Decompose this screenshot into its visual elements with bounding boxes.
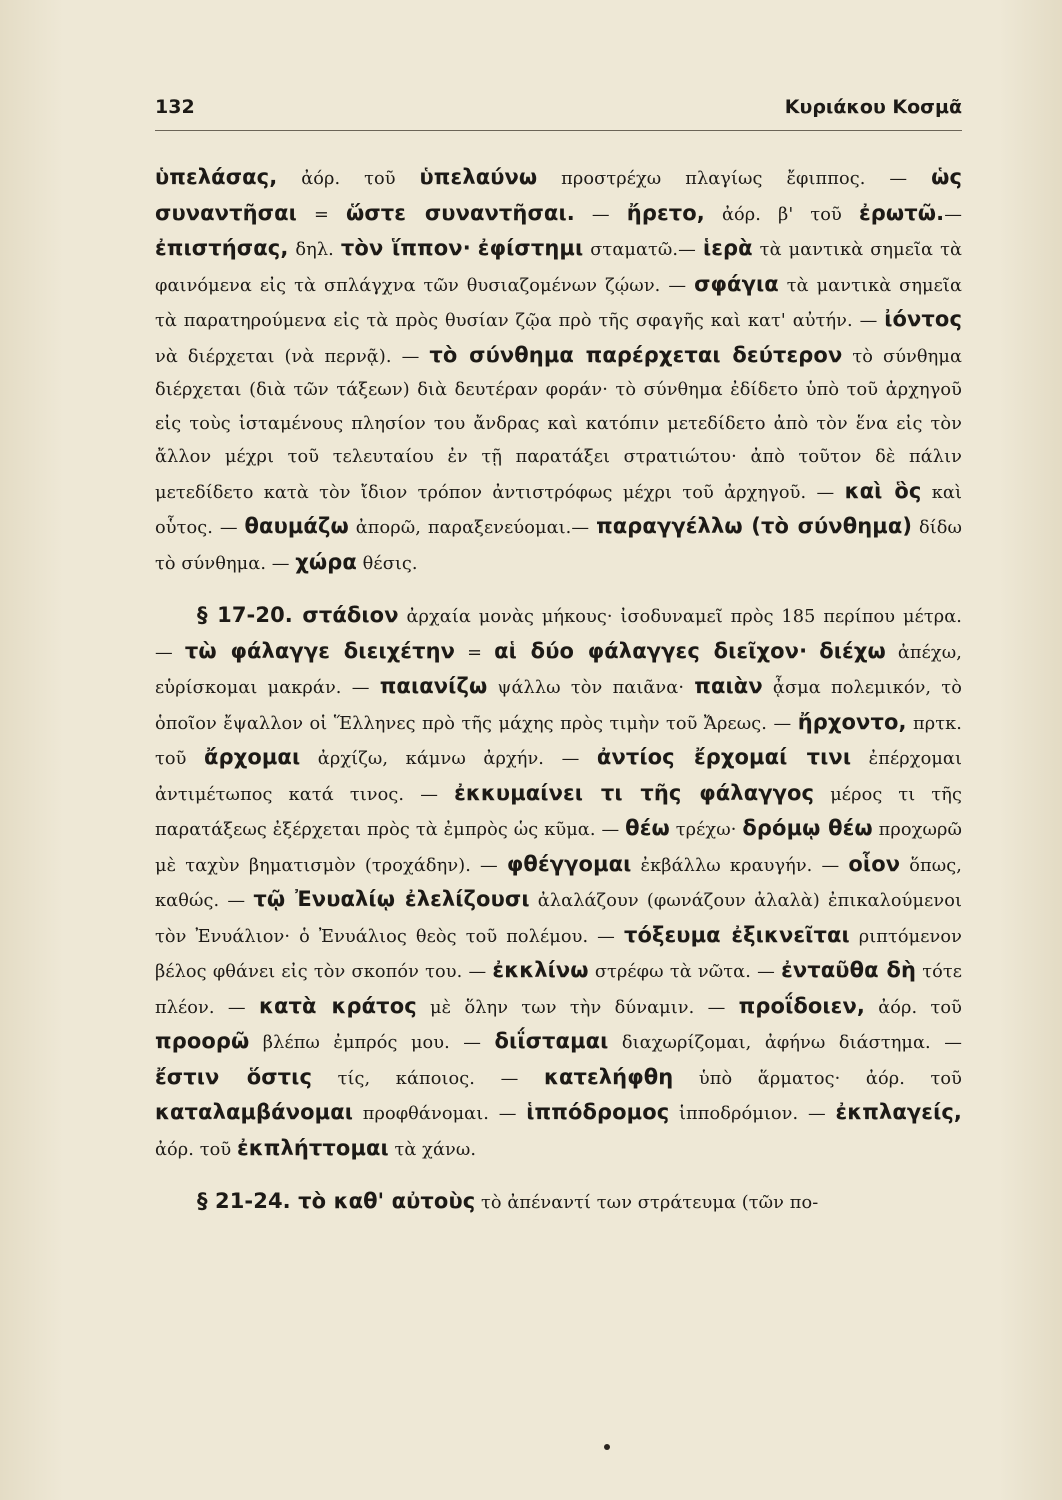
gloss-text: ἱπποδρόμιον. — [669,1104,836,1124]
gloss-text: ὑπὸ ἅρματος· ἀόρ. τοῦ [673,1068,962,1089]
headword: παιανίζω [379,674,488,698]
headword: διΐσταμαι [494,1029,609,1053]
gloss-text: δηλ. [288,240,341,260]
gloss-text [807,643,819,663]
commentary-text [155,161,962,1221]
gloss-text: ἀλαλάζουν (φωνάζουν ἀλαλὰ) ἐπικαλούμενοι τὸν Ἐνυάλιον· ὁ Ἐνυάλιος θεὸς τοῦ πολέμου. — [155,891,962,947]
headword: ἐκκυμαίνει τι τῆς φάλαγγος [454,780,815,805]
gloss-text: πρτκ. τοῦ [155,713,963,769]
headword: κατὰ κράτος [258,993,417,1018]
gloss-text: τὸ ἀπέναντί των στράτευμα (τῶν πο- [475,1193,819,1213]
headword: ἐφίστημι [477,236,584,260]
print-speck [604,1444,610,1450]
headword: ἔστιν ὅστις [155,1064,313,1089]
gloss-text: — [944,204,962,225]
paragraph-section-17-20 [155,599,962,1167]
gloss-text [471,240,478,260]
headword: παιὰν [694,674,763,698]
gloss-text: προφθάνομαι. — [353,1104,527,1124]
headword: ὥστε συναντῆσαι. [345,200,575,225]
headword: χώρα [295,549,357,574]
gloss-text: δίδω τὸ σύνθημα. — [155,518,963,574]
headword: τὸν ἵππον· [340,236,471,260]
gloss-text: = [296,204,346,225]
headword: ἱππόδρομος [526,1100,670,1124]
gloss-text: προστρέχω πλαγίως ἔφιππος. — [537,169,932,189]
headword: προορῶ [155,1029,250,1053]
gloss-text: ἀόρ. τοῦ [155,1139,237,1160]
gloss-text: νὰ διέρχεται (νὰ περνᾷ). — [155,346,430,367]
gloss-text: τὰ μαντικὰ σημεῖα τὰ φαινόμενα εἰς τὰ σπλάγχνα τῶν θυσιαζομένων ζῴων. — [155,240,962,296]
gloss-text: ριπτόμενον βέλος φθάνει εἰς τὸν σκοπόν του. — [155,926,962,982]
gloss-text: διαχωρίζομαι, ἀφήνω διάστημα. — [608,1033,962,1053]
gloss-text: ἀπέχω, εὑρίσκομαι μακράν. — [155,642,962,698]
paragraph-intro [155,161,962,581]
gloss-text: τὰ χάνω. [388,1139,477,1160]
gloss-text: ἐκβάλλω κραυγήν. — [631,855,849,876]
gloss-text: ἀόρ. β' τοῦ [704,204,859,225]
headword: ἱερὰ [702,236,753,260]
gloss-text: ἀόρ. τοῦ [277,169,420,189]
headword: ἐρωτῶ. [858,200,945,225]
header-rule [155,130,962,131]
gloss-text: ψάλλω τὸν παιᾶνα· [487,678,695,698]
headword: ἤρετο, [626,200,705,225]
gloss-text: ἀόρ. τοῦ [864,997,962,1018]
headword: τῷ Ἐνυαλίῳ ἐλελίζουσι [253,887,530,911]
gloss-text: ἀρχίζω, κάμνω ἀρχήν. — [300,749,597,769]
headword: φθέγγομαι [506,851,632,876]
headword: οἷον [848,851,901,876]
headword: θέω [625,816,670,840]
headword: τόξευμα ἐξικνεῖται [623,922,850,947]
paragraph-section-21-24 [155,1185,962,1221]
headword: παραγγέλλω (τὸ σύνθημα) [596,514,913,538]
headword: § 17-20. στάδιον [197,603,399,627]
headword: ἐπιστήσας, [155,236,289,260]
gloss-text: τὸ σύνθημα διέρχεται (διὰ τῶν τάξεων) διὰ δευτέραν φοράν· τὸ σύνθημα ἐδίδετο ὑπὸ τοῦ ἀρχηγοῦ εἰς τοὺς ἱσταμένους πλησίον του ἄνδρας καὶ κατόπιν μετεδίδετο ἀπὸ τὸν ἕνα εἰς τὸν ἄλλον μέχρι τοῦ τελευταίου ἐν τῇ παρατάξει στρατιώτου· ἀπὸ τοῦτον δὲ πάλιν μετεδίδετο κατὰ τὸν ἴδιον τρόπον ἀντιστρόφως μέχρι τοῦ ἀρχηγοῦ. — [155,346,962,503]
gloss-text: ἀρχαία μονὰς μήκους· ἰσοδυναμεῖ πρὸς 185 περίπου μέτρα. — [155,607,962,663]
headword: ἐκπλήττομαι [236,1135,389,1160]
headword: ἐκπλαγείς, [835,1100,963,1124]
headword: ἀντίος ἔρχομαί τινι [596,745,852,769]
gloss-text: μὲ ὅλην των τὴν δύναμιν. — [416,997,739,1018]
gloss-text: ὅπως, καθώς. — [155,855,962,911]
gloss-text: ᾆσμα πολεμικόν, τὸ ὁποῖον ἔψαλλον οἱ Ἕλληνες πρὸ τῆς μάχης πρὸς τιμὴν τοῦ Ἄρεως. — [155,678,962,734]
gloss-text: στρέφω τὰ νῶτα. — [588,962,782,982]
gloss-text: τρέχω· [669,820,743,840]
gloss-text: θέσις. [356,553,418,574]
gloss-text: τότε πλέον. — [155,962,963,1018]
gloss-text: σταματῶ.— [583,240,703,260]
headword: § 21-24. τὸ καθ' αὐτοὺς [197,1189,476,1213]
headword: τὼ φάλαγγε διειχέτην [184,638,456,663]
gloss-text: τίς, κάποιος. — [312,1068,544,1089]
headword: καταλαμβάνομαι [155,1100,353,1124]
headword: ὑπελαύνω [419,165,538,189]
gloss-text: βλέπω ἐμπρός μου. — [249,1033,495,1053]
headword: δρόμῳ θέω [742,816,873,840]
gloss-text: προχωρῶ μὲ ταχὺν βηματισμὸν (τροχάδην). — [155,820,963,876]
headword: ἐκκλίνω [492,958,589,982]
gloss-text: καὶ οὗτος. — [155,482,962,538]
gloss-text: = [455,642,495,663]
gloss-text: τὰ μαντικὰ σημεῖα τὰ παρατηρούμενα εἰς τὰ πρὸς θυσίαν ζῷα πρὸ τῆς σφαγῆς καὶ κατ' αὐτήν. — [155,275,962,331]
headword: ὑπελάσας, [155,165,278,189]
headword: θαυμάζω [244,514,349,538]
headword: τὸ σύνθημα παρέρχεται δεύτερον [429,342,843,367]
headword: καὶ ὃς [844,478,922,503]
headword: προΐδοιεν, [738,993,865,1018]
headword: ὡς συναντῆσαι [155,165,962,225]
headword: σφάγια [694,271,779,296]
headword: κατελήφθη [543,1064,674,1089]
gloss-text: — [574,204,627,225]
headword: διέχω [819,638,886,663]
headword: ἤρχοντο, [797,709,907,734]
page-header [155,96,962,126]
page-number: 132 [155,96,195,118]
gloss-text: ἀπορῶ, παραξενεύομαι.— [348,518,597,538]
headword: ἐνταῦθα δὴ [781,958,917,982]
headword: ἰόντος [884,307,962,331]
headword: αἱ δύο φάλαγγες διεῖχον· [494,638,808,663]
gloss-text: μέρος τι τῆς παρατάξεως ἐξέρχεται πρὸς τὰ ἐμπρὸς ὡς κῦμα. — [155,784,963,840]
gloss-text: ἐπέρχομαι ἀντιμέτωπος κατά τινος. — [155,749,962,805]
headword: ἄρχομαι [204,745,301,769]
running-title: Κυριάκου Κοσμᾶ [784,96,962,118]
